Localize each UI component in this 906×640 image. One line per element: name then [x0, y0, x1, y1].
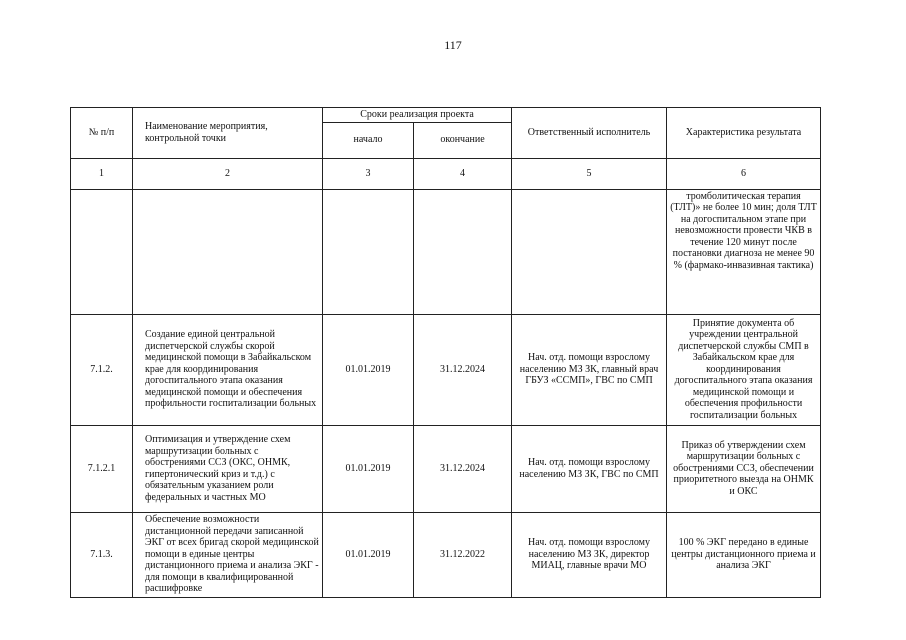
column-numbers-row	[71, 158, 821, 189]
header-name: Наименование мероприятия, контрольной точки	[133, 108, 323, 159]
table-row	[71, 512, 821, 597]
header-start: начало	[323, 122, 414, 158]
end-date: 31.12.2022	[414, 512, 512, 597]
header-end: окончание	[414, 122, 512, 158]
responsible-cell: Нач. отд. помощи взрослому населению МЗ ЗК, главный врач ГБУЗ «ССМП», ГВС по СМП	[512, 314, 667, 425]
activity-name: Обеспечение возможности дистанционной передачи записанной ЭКГ от всех бригад скорой медицинской помощи в единые центры дистанционного приема и анализа ЭКГ - для помощи в квалифицированной расшифровке	[133, 512, 323, 597]
empty-cell	[71, 189, 133, 314]
page-number: 117	[444, 38, 462, 52]
activity-name: Оптимизация и утверждение схем маршрутизации больных с обострениями ССЗ (ОКС, ОНМК, гипертонический криз и т.д.) с обязательным указанием роли федеральных и частных МО	[133, 425, 323, 512]
column-number: 3	[323, 158, 414, 189]
end-date: 31.12.2024	[414, 425, 512, 512]
table-row	[71, 314, 821, 425]
activities-table	[70, 107, 821, 598]
empty-cell	[133, 189, 323, 314]
column-number: 1	[71, 158, 133, 189]
row-number: 7.1.2.	[71, 314, 133, 425]
header-result: Характеристика результата	[667, 108, 821, 159]
result-cell: Принятие документа об учреждении центральной диспетчерской службы СМП в Забайкальском крае для координирования догоспитального этапа оказания медицинской помощи и обеспечения профильности госпитализации больных	[667, 314, 821, 425]
empty-cell	[323, 189, 414, 314]
row-number: 7.1.3.	[71, 512, 133, 597]
result-cell: 100 % ЭКГ передано в единые центры дистанционного приема и анализа ЭКГ	[667, 512, 821, 597]
table-row	[71, 425, 821, 512]
header-num: № п/п	[71, 108, 133, 159]
start-date: 01.01.2019	[323, 314, 414, 425]
header-period: Сроки реализация проекта	[323, 108, 512, 123]
responsible-cell: Нач. отд. помощи взрослому населению МЗ ЗК, директор МИАЦ, главные врачи МО	[512, 512, 667, 597]
result-cell: тромболитическая терапия (ТЛТ)» не более 10 мин; доля ТЛТ на догоспитальном этапе при невозможности провести ЧКВ в течение 120 минут после постановки диагноза не менее 90 % (фармако-инвазивная тактика)	[667, 189, 821, 314]
table-row	[71, 189, 821, 314]
column-number: 2	[133, 158, 323, 189]
result-cell: Приказ об утверждении схем маршрутизации больных с обострениями ССЗ, обеспечении приоритетного выезда на ОНМК и ОКС	[667, 425, 821, 512]
start-date: 01.01.2019	[323, 425, 414, 512]
column-number: 6	[667, 158, 821, 189]
row-number: 7.1.2.1	[71, 425, 133, 512]
activity-name: Создание единой центральной диспетчерской службы скорой медицинской помощи в Забайкальском крае для координирования догоспитального этапа оказания медицинской помощи и обеспечения профильности госпитализации больных	[133, 314, 323, 425]
responsible-cell: Нач. отд. помощи взрослому населению МЗ ЗК, ГВС по СМП	[512, 425, 667, 512]
column-number: 4	[414, 158, 512, 189]
start-date: 01.01.2019	[323, 512, 414, 597]
empty-cell	[512, 189, 667, 314]
empty-cell	[414, 189, 512, 314]
header-responsible: Ответственный исполнитель	[512, 108, 667, 159]
column-number: 5	[512, 158, 667, 189]
end-date: 31.12.2024	[414, 314, 512, 425]
